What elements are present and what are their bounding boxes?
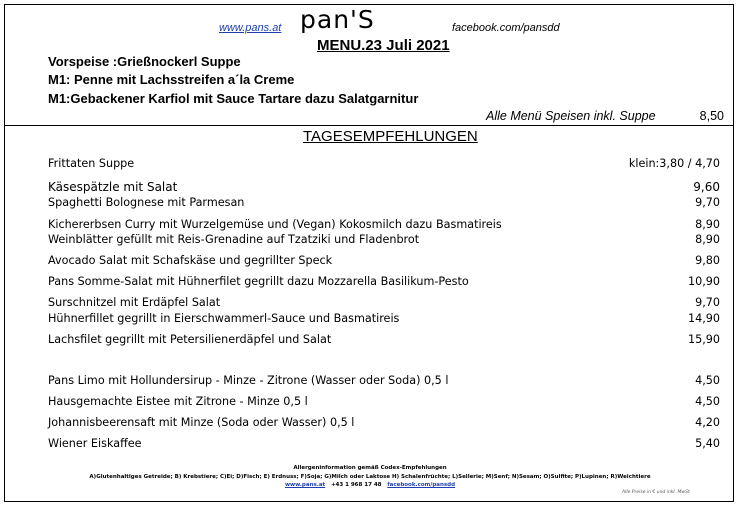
item-price: 9,70: [695, 196, 720, 209]
list-item: Pans Somme-Salat mit Hühnerfilet gegrillt dazu Mozzarella Basilikum-Pesto: [48, 275, 469, 288]
list-item: Surschnitzel mit Erdäpfel Salat: [48, 296, 221, 309]
menu-title: MENU.23 Juli 2021: [317, 37, 450, 54]
item-price: 15,90: [687, 333, 720, 346]
drink-item: Pans Limo mit Hollundersirup - Minze - Zitrone (Wasser oder Soda) 0,5 l: [48, 374, 449, 387]
list-item: Käsespätzle mit Salat: [48, 180, 178, 194]
item-price: klein:3,80 / 4,70: [628, 157, 720, 170]
footer-facebook-link[interactable]: facebook.com/pansdd: [387, 482, 456, 488]
item-price: 9,60: [693, 180, 720, 194]
item-price: 9,70: [695, 296, 720, 309]
section-title: TAGESEMPFEHLUNGEN: [303, 128, 478, 145]
price-note: Alle Preise in € und inkl. MwSt: [622, 490, 690, 495]
list-item: Avocado Salat mit Schafskäse und gegrillter Speck: [48, 254, 333, 267]
allergen-title: Allergeninformation gemäß Codex-Empfehlungen: [293, 465, 447, 471]
item-price: 8,90: [695, 233, 720, 246]
drink-price: 4,50: [695, 395, 720, 408]
header-divider: [4, 125, 734, 126]
item-price: 9,80: [695, 254, 720, 267]
website-link[interactable]: www.pans.at: [219, 22, 282, 34]
drink-price: 4,50: [695, 374, 720, 387]
list-item: Spaghetti Bolognese mit Parmesan: [48, 196, 245, 209]
item-price: 14,90: [687, 312, 720, 325]
menu-main-1: M1: Penne mit Lachsstreifen a´la Creme: [48, 72, 295, 87]
footer-website-link[interactable]: www.pans.at: [284, 482, 326, 488]
drink-price: 4,20: [695, 416, 720, 429]
menu-price: 8,50: [699, 109, 724, 123]
list-item: Kichererbsen Curry mit Wurzelgemüse und (Vegan) Kokosmilch dazu Basmatireis: [48, 218, 502, 231]
item-price: 10,90: [687, 275, 720, 288]
allergen-codes: A)Glutenhaltiges Getreide; B) Krebstiere; C)Ei; D)Fisch; E) Erdnuss; F)Soja; G)Milch oder Laktose H) Schalenfrüchte; L)Sellerie; M)Senf; N)Sesam; O)Sulfite; P)Lupinen; R)Weichtiere: [89, 474, 651, 480]
list-item: Frittaten Suppe: [48, 157, 135, 170]
footer-contact: [0, 482, 740, 488]
drink-item: Wiener Eiskaffee: [48, 437, 142, 450]
drink-item: Johannisbeerensaft mit Minze (Soda oder Wasser) 0,5 l: [48, 416, 355, 429]
footer-phone: +43 1 968 17 48: [330, 482, 382, 488]
facebook-text: facebook.com/pansdd: [452, 22, 560, 34]
list-item: Lachsfilet gegrillt mit Petersilienerdäpfel und Salat: [48, 333, 332, 346]
menu-starter: Vorspeise :Grießnockerl Suppe: [48, 54, 241, 69]
list-item: Weinblätter gefüllt mit Reis-Grenadine auf Tzatziki und Fladenbrot: [48, 233, 420, 246]
menu-included-note: Alle Menü Speisen inkl. Suppe: [486, 109, 656, 123]
list-item: Hühnerfillet gegrillt in Eierschwammerl-Sauce und Basmatireis: [48, 312, 400, 325]
item-price: 8,90: [695, 218, 720, 231]
drink-price: 5,40: [695, 437, 720, 450]
drink-item: Hausgemachte Eistee mit Zitrone - Minze 0,5 l: [48, 395, 308, 408]
pans-logo: pan'S: [300, 5, 375, 34]
menu-main-2: M1:Gebackener Karfiol mit Sauce Tartare dazu Salatgarnitur: [48, 91, 419, 106]
